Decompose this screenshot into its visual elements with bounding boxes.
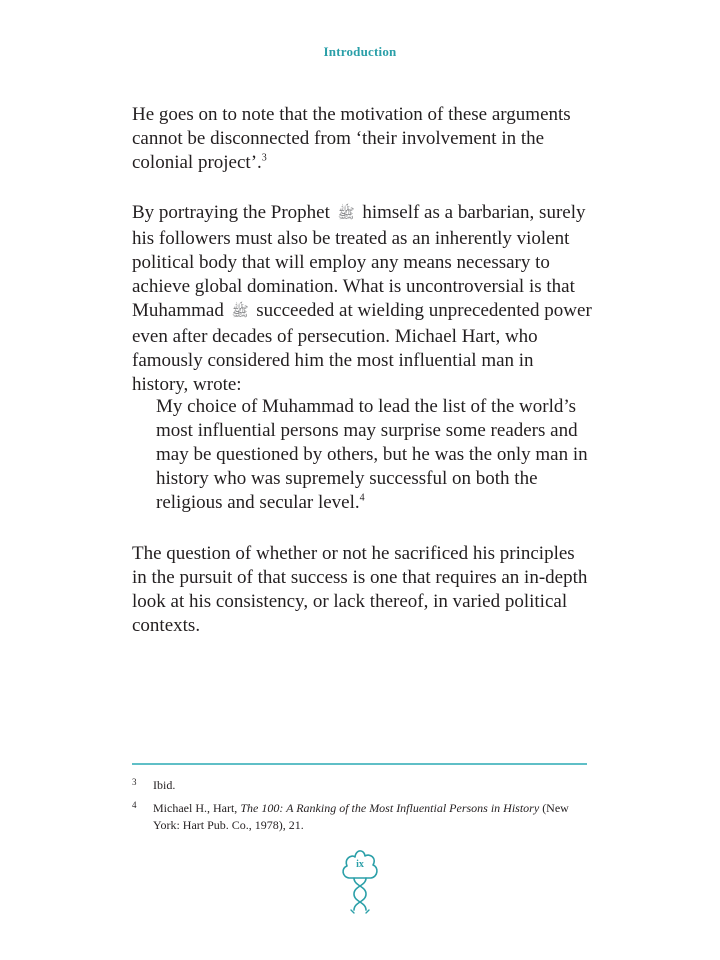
cloud-knot-ornament-icon: [339, 845, 381, 915]
footnote-book-title: The 100: A Ranking of the Most Influential Persons in History: [240, 801, 540, 815]
footnote-text: Ibid.: [153, 778, 176, 792]
block-quote: [156, 395, 596, 515]
paragraph-1: [132, 103, 592, 175]
footnote-number: 3: [132, 777, 137, 787]
block-quote-text: My choice of Muhammad to lead the list of the world’s most influential persons may surprise some readers and may be questioned by others, but he was the only man in history who was supremely successful on both the religious and secular level.: [156, 396, 588, 513]
running-head: Introduction: [323, 44, 397, 59]
footnote-text: [153, 800, 592, 834]
page-folio: [339, 845, 381, 915]
footnote-ref-3[interactable]: 3: [261, 152, 267, 164]
footnote-divider: [132, 763, 587, 765]
footnote-publication: (New York: Hart Pub. Co., 1978), 21.: [153, 801, 569, 832]
honorific-glyph-icon: ﷺ: [231, 305, 249, 320]
footnote-number: 4: [132, 800, 137, 810]
footnote-3: [132, 777, 592, 794]
paragraph-1-text: He goes on to note that the motivation of these arguments cannot be disconnected from ‘their involvement in the colonial project’.: [132, 104, 571, 173]
footnote-author: Michael H., Hart,: [153, 801, 241, 815]
page-number: ix: [356, 859, 364, 870]
paragraph-2-text-c: succeeded at wielding unprecedented power even after decades of persecution. Michael Hart, who famously considered him the most influential man in history, wrote:: [132, 300, 592, 395]
honorific-glyph-icon: ﷺ: [337, 207, 355, 222]
footnote-4: [132, 800, 592, 834]
paragraph-2-text-b: himself as a barbarian, surely his followers must also be treated as an inherently violent political body that will employ any means necessary to achieve global domination. What is uncontroversial is that Muhammad: [132, 202, 586, 321]
paragraph-2-text-a: By portraying the Prophet: [132, 202, 335, 223]
paragraph-2: [132, 201, 592, 397]
footnote-ref-4[interactable]: 4: [359, 492, 365, 504]
paragraph-3: The question of whether or not he sacrificed his principles in the pursuit of that success is one that requires an in-depth look at his consistency, or lack thereof, in varied political contexts.: [132, 543, 588, 636]
